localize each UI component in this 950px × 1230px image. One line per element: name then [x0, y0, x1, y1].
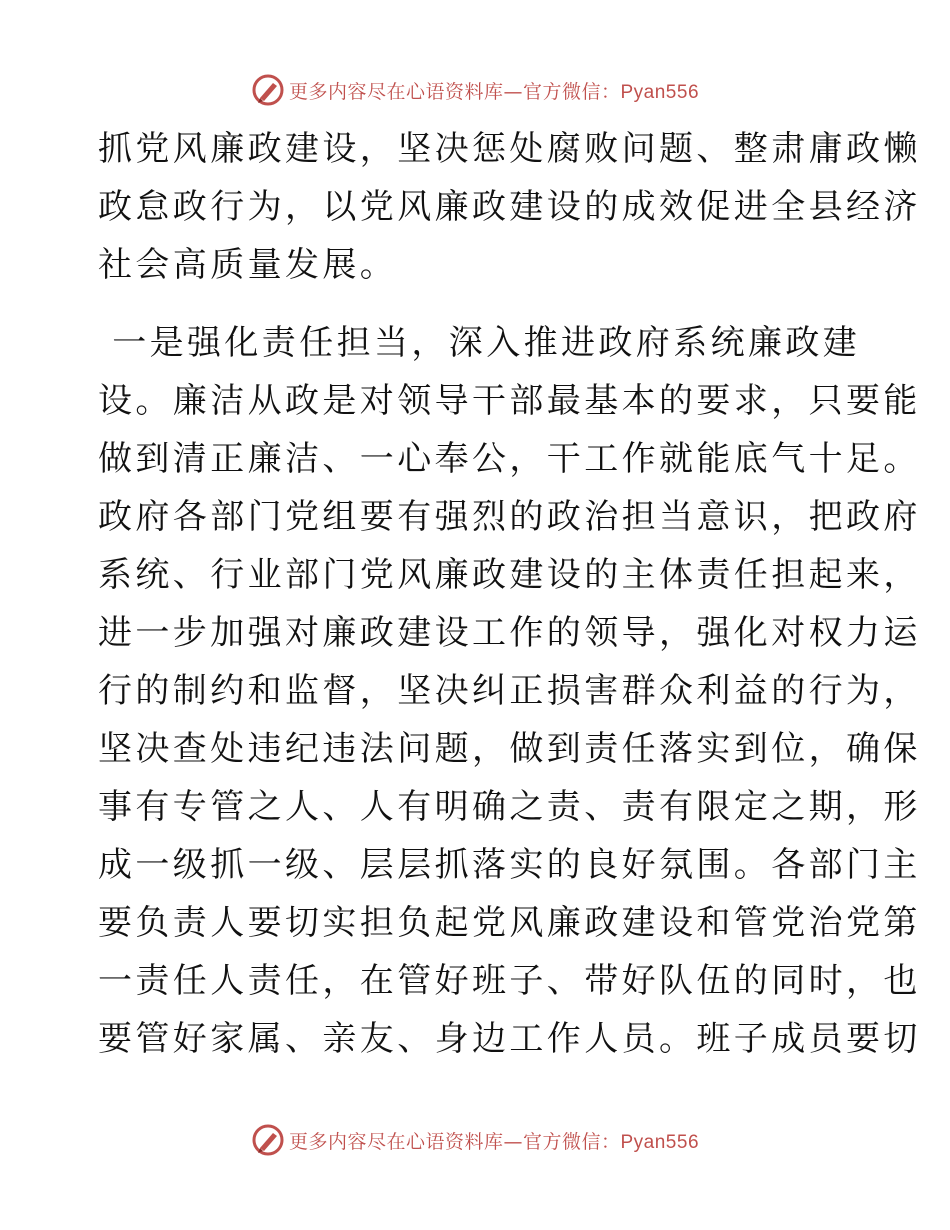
header-site-text: 更多内容尽在心语资料库 — [288, 80, 504, 103]
footer-wechat-label: 官方微信： — [522, 1130, 621, 1153]
footer-separator: — — [503, 1130, 523, 1153]
footer-site-text: 更多内容尽在心语资料库 — [288, 1130, 504, 1153]
header-wechat-account: Pyan556 — [620, 81, 700, 103]
paragraph-gap — [98, 294, 858, 314]
header-banner-text — [289, 77, 699, 104]
text-line: 一是强化责任担当，深入推进政府系统廉政建 — [98, 323, 861, 363]
text-line: 进一步加强对廉政建设工作的领导，强化对权力运 — [98, 613, 921, 653]
text-line: 成一级抓一级、层层抓落实的良好氛围。各部门主 — [98, 845, 921, 885]
text-line: 要负责人要切实担负起党风廉政建设和管党治党第 — [98, 903, 921, 943]
header-banner — [0, 70, 950, 110]
footer-banner — [0, 1120, 950, 1160]
paragraph-2 — [98, 314, 921, 1068]
text-line: 做到清正廉洁、一心奉公，干工作就能底气十足。 — [98, 439, 921, 479]
text-line: 坚决查处违纪违法问题，做到责任落实到位，确保 — [98, 729, 921, 769]
footer-wechat-account: Pyan556 — [620, 1131, 700, 1153]
document-body — [98, 120, 921, 1068]
text-line: 行的制约和监督，坚决纠正损害群众利益的行为， — [98, 671, 921, 711]
text-line: 要管好家属、亲友、身边工作人员。班子成员要切 — [98, 1019, 921, 1059]
text-line: 抓党风廉政建设，坚决惩处腐败问题、整肃庸政懒 — [98, 129, 921, 169]
header-wechat-label: 官方微信： — [522, 80, 621, 103]
paragraph-1 — [98, 120, 921, 294]
header-separator: — — [503, 80, 523, 103]
text-line: 一责任人责任，在管好班子、带好队伍的同时，也 — [98, 961, 921, 1001]
text-line: 事有专管之人、人有明确之责、责有限定之期，形 — [98, 787, 921, 827]
text-line: 系统、行业部门党风廉政建设的主体责任担起来， — [98, 555, 921, 595]
text-line: 政府各部门党组要有强烈的政治担当意识，把政府 — [98, 497, 921, 537]
text-line: 社会高质量发展。 — [98, 245, 398, 285]
pen-circle-logo-icon — [251, 73, 285, 107]
footer-banner-text — [289, 1127, 699, 1154]
text-line: 政怠政行为，以党风廉政建设的成效促进全县经济 — [98, 187, 921, 227]
pen-circle-logo-icon — [251, 1123, 285, 1157]
text-line: 设。廉洁从政是对领导干部最基本的要求，只要能 — [98, 381, 921, 421]
